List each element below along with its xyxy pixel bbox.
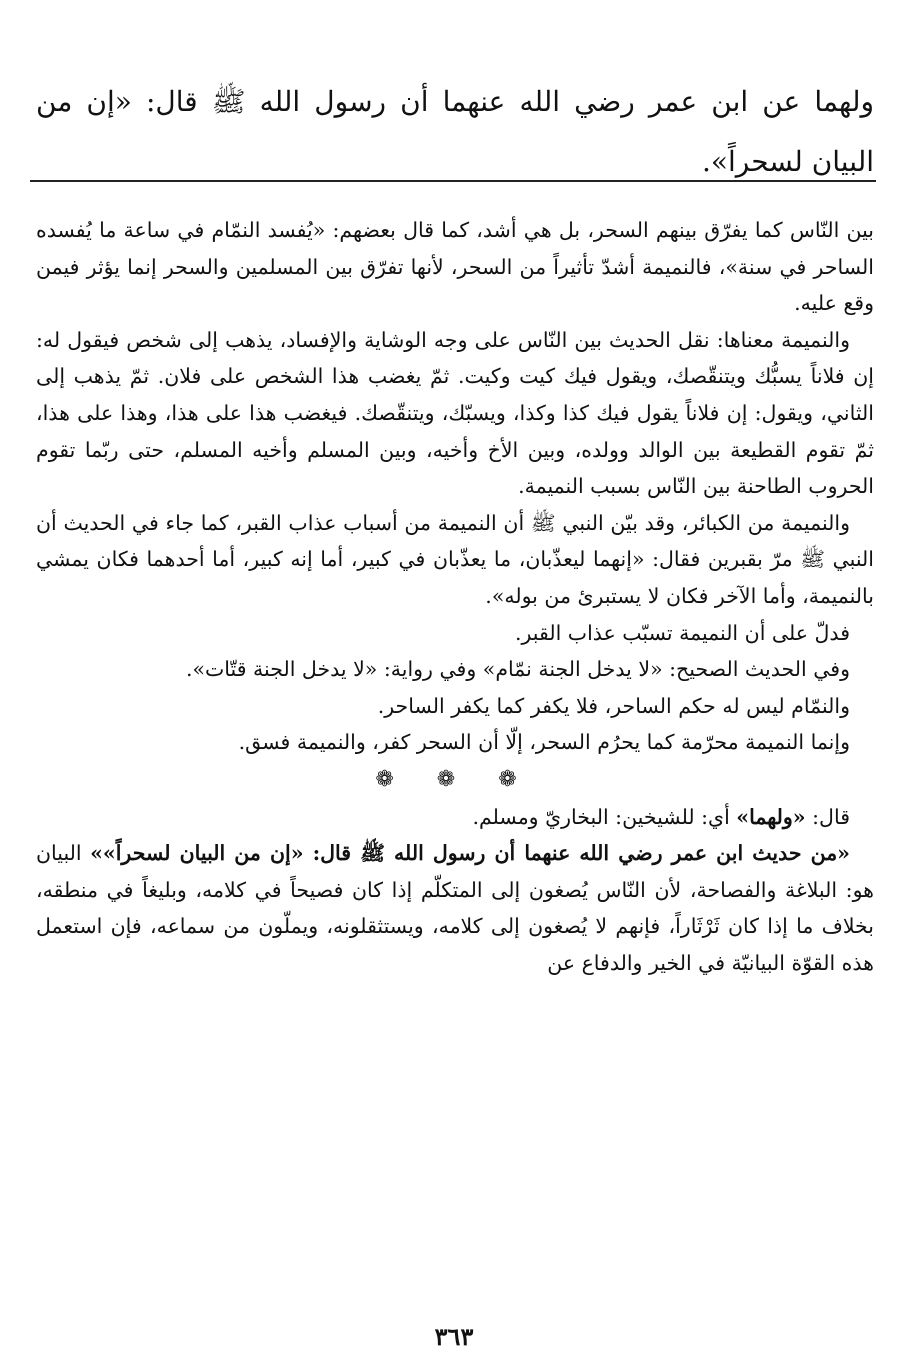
commentary-body xyxy=(36,212,874,981)
p8-rest: أي: للشيخين: البخاريّ ومسلم. xyxy=(472,804,737,829)
p9-bold-quote: «من حديث ابن عمر رضي الله عنهما أن رسول الله ﷺ قال: «إن من البيان لسحراً»» xyxy=(90,841,850,866)
p8-bold-quote: «ولهما» xyxy=(736,804,806,829)
commentary-paragraph-5: وفي الحديث الصحيح: «لا يدخل الجنة نمّام» وفي رواية: «لا يدخل الجنة قتّات». xyxy=(185,657,850,682)
matn-text: ولهما عن ابن عمر رضي الله عنهما أن رسول الله ﷺ قال: «إن من البيان لسحراً». xyxy=(36,85,874,178)
commentary-paragraph-2: والنميمة معناها: نقل الحديث بين النّاس على وجه الوشاية والإفساد، يذهب إلى شخص فيقول له: إن فلاناً يسبُّك ويتنقّصك، ويقول فيك كيت وكيت. ثمّ يغضب هذا الشخص على فلان. ثمّ يذهب إلى الثاني، ويقول: إن فلاناً يقول فيك كذا وكذا، ويسبّك، ويتنقّصك. فيغضب هذا على هذا، وهذا على هذا، ثمّ تقوم القطيعة بين الوالد وولده، وبين الأخ وأخيه، وبين المسلم وأخيه المسلم، حتى ربّما تقوم الحروب الطاحنة بين النّاس بسبب النميمة. xyxy=(36,327,874,499)
matn-hadith-text xyxy=(36,72,874,192)
commentary-paragraph-4: فدلّ على أن النميمة تسبّب عذاب القبر. xyxy=(514,620,850,645)
p9-rest: البيان هو: البلاغة والفصاحة، لأن النّاس يُصغون إلى المتكلّم إذا كان فصيحاً في كلامه، وبليغاً في منطقه، بخلاف ما إذا كان ثَرْثَاراً، فإنهم لا يُصغون إلى كلامه، ويستثقلونه، ويملّون من سماعه، فإن استعمل هذه القوّة البيانيّة في الخير والدفاع عن xyxy=(36,841,874,975)
commentary-paragraph-9 xyxy=(36,835,874,981)
commentary-paragraph-7: وإنما النميمة محرّمة كما يحرُم السحر، إلّا أن السحر كفر، والنميمة فسق. xyxy=(238,730,850,755)
section-divider xyxy=(36,761,874,799)
commentary-paragraph-3: والنميمة من الكبائر، وقد بيّن النبي ﷺ أن النميمة من أسباب عذاب القبر، كما جاء في الحديث أن النبي ﷺ مرّ بقبرين فقال: «إنهما ليعذّبان، ما يعذّبان في كبير، أما إنه كبير، أما أحدهما فكان يمشي بالنميمة، وأما الآخر فكان لا يستبرئ من بوله». xyxy=(36,510,874,608)
flower-ornament-icon: ❁ ❁ ❁ xyxy=(375,766,535,792)
commentary-paragraph-6: والنمّام ليس له حكم الساحر، فلا يكفر كما يكفر الساحر. xyxy=(377,693,850,718)
p8-lead: قال: xyxy=(805,804,850,829)
commentary-paragraph-8 xyxy=(36,799,874,836)
separator-line xyxy=(30,180,876,182)
page-number: ٣٦٣ xyxy=(434,1322,474,1351)
commentary-paragraph-1: بين النّاس كما يفرّق بينهم السحر، بل هي أشد، كما قال بعضهم: «يُفسد النمّام في ساعة ما يُفسده الساحر في سنة»، فالنميمة أشدّ تأثيراً من السحر، لأنها تفرّق بين المسلمين والسحر إنما يؤثر فيمن وقع عليه. xyxy=(36,218,874,316)
